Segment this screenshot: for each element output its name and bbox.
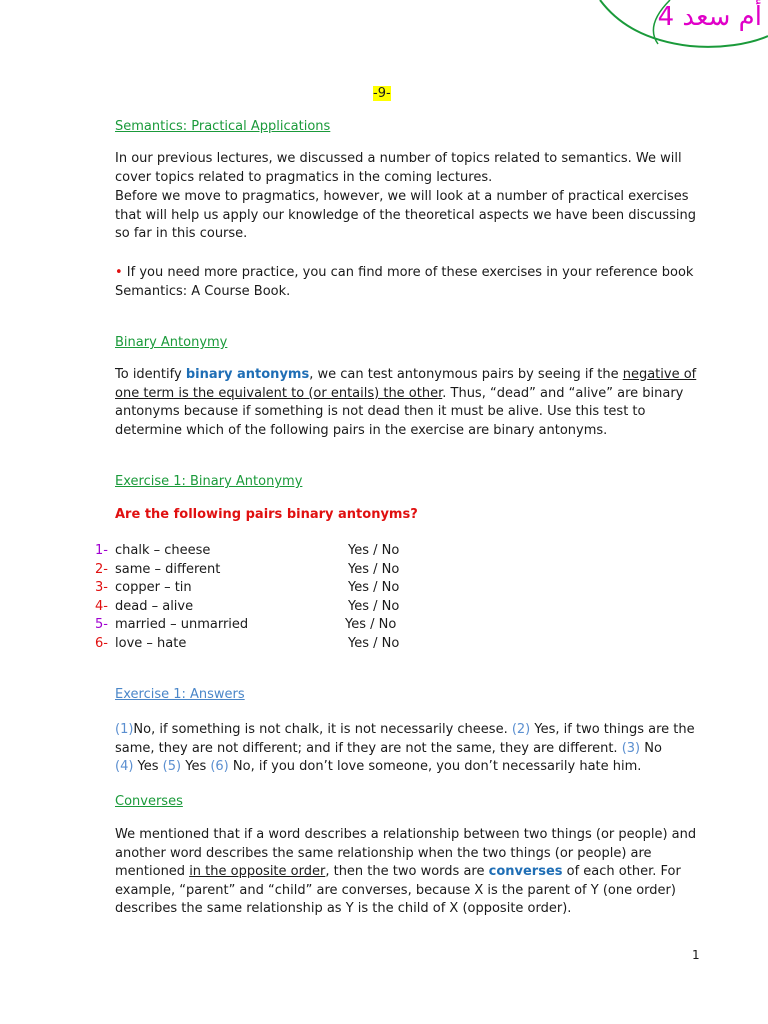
exercise-item-number: 2- bbox=[95, 561, 108, 577]
practice-note: • If you need more practice, you can find more of these exercises in your reference book Semantics: A Course Book. bbox=[115, 265, 694, 299]
exercise-item-number: 4- bbox=[95, 598, 108, 614]
exercise-item-number: 5- bbox=[95, 617, 108, 632]
arabic-title: أم سعد 4 bbox=[657, 2, 762, 32]
converses-heading: Converses bbox=[115, 794, 183, 809]
exercise-item-pair: dead – alive bbox=[115, 598, 194, 614]
exercise-item-choice: Yes / No bbox=[348, 580, 400, 595]
exercise-item-pair: love – hate bbox=[115, 635, 187, 651]
exercise-item-number: 6- bbox=[95, 635, 108, 651]
exercise-item-pair: chalk – cheese bbox=[115, 543, 211, 558]
intro-paragraph-1: In our previous lectures, we discussed a number of topics related to semantics. We will cover topics related to pragmatics in the coming lectures. bbox=[115, 151, 682, 185]
binary-antonymy-heading: Binary Antonymy bbox=[115, 335, 228, 350]
exercise-item-choice: Yes / No bbox=[345, 617, 397, 632]
exercise-item-pair: married – unmarried bbox=[115, 617, 249, 632]
page-marker: -9- bbox=[373, 86, 391, 101]
exercise-item-number: 1- bbox=[95, 543, 108, 558]
exercise-item-choice: Yes / No bbox=[348, 598, 400, 614]
intro-paragraph-2: Before we move to pragmatics, however, we will look at a number of practical exercises that will help us apply our knowledge of the theoretical aspects we have been discussing so far in this course. bbox=[115, 189, 696, 241]
page-title: Semantics: Practical Applications bbox=[115, 119, 331, 134]
exercise-item-choice: Yes / No bbox=[348, 561, 400, 577]
exercise-item-choice: Yes / No bbox=[348, 635, 400, 651]
bullet-icon: • bbox=[115, 265, 123, 280]
exercise-1-question: Are the following pairs binary antonyms? bbox=[115, 507, 418, 522]
converses-paragraph: We mentioned that if a word describes a relationship between two things (or people) and another word describes the same relationship when the two things (or people) are mentioned in the opposite order, then the two words are converses of each other. For example, “parent” and “child” are converses, because X is the parent of Y (one order) describes the same relationship as Y is the child of X (opposite order). bbox=[115, 827, 697, 916]
exercise-item-choice: Yes / No bbox=[348, 543, 400, 558]
answers-paragraph: (1)No, if something is not chalk, it is not necessarily cheese. (2) Yes, if two things are the same, they are not different; and if they are not the same, they are different. (3) No (4) Yes (5) Yes (6) No, if you don’t love someone, you don’t necessarily hate him. bbox=[115, 722, 695, 774]
binary-antonymy-paragraph: To identify binary antonyms, we can test antonymous pairs by seeing if the negative of one term is the equivalent to (or entails) the other. Thus, “dead” and “alive” are binary antonyms because if something is not dead then it must be alive. Use this test to determine which of the following pairs in the exercise are binary antonyms. bbox=[115, 367, 697, 438]
exercise-item-pair: same – different bbox=[115, 561, 221, 577]
answers-heading: Exercise 1: Answers bbox=[115, 687, 245, 702]
exercise-item-pair: copper – tin bbox=[115, 580, 192, 595]
page-number: 1 bbox=[692, 948, 700, 962]
exercise-item-number: 3- bbox=[95, 580, 108, 595]
exercise-1-heading: Exercise 1: Binary Antonymy bbox=[115, 474, 303, 489]
